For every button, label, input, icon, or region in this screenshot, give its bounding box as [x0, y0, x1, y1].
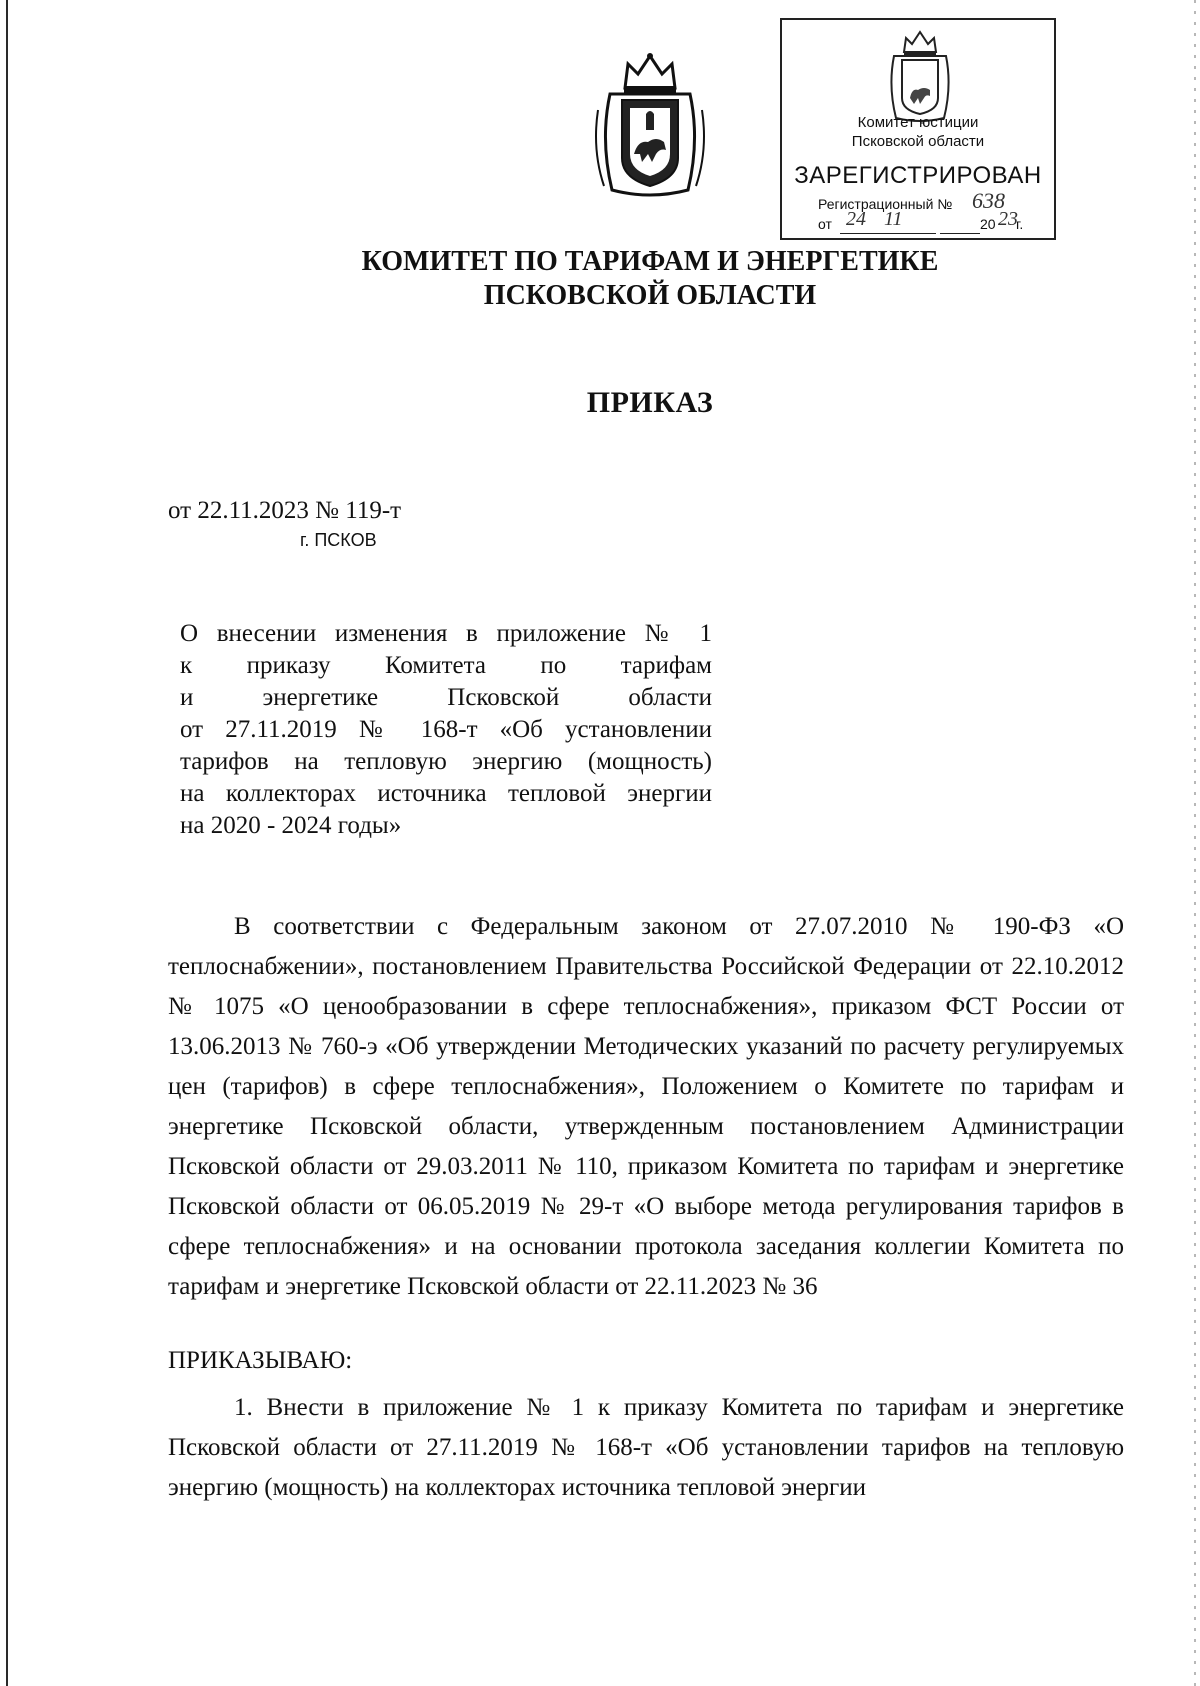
stamp-date-underline-2 — [940, 233, 980, 234]
stamp-date-suffix: г. — [1016, 216, 1024, 232]
stamp-date-year-prefix: 20 — [980, 216, 996, 232]
stamp-status: ЗАРЕГИСТРИРОВАН — [794, 162, 1042, 189]
org-name-line2: ПСКОВСКОЙ ОБЛАСТИ — [483, 280, 817, 311]
stamp-date-underline — [840, 233, 936, 234]
document-date-number: от 22.11.2023 № 119-т — [168, 497, 402, 524]
subject-line: от 27.11.2019 № 168-т «Об установлении — [180, 716, 712, 743]
subject-line: и энергетике Псковской области — [180, 684, 712, 711]
stamp-date-prefix: от — [818, 216, 832, 232]
stamp-date-year: 23 — [998, 208, 1018, 230]
pskov-coat-of-arms-small-icon — [882, 28, 958, 124]
org-name-line1: КОМИТЕТ ПО ТАРИФАМ И ЭНЕРГЕТИКЕ — [361, 246, 939, 277]
document-type: ПРИКАЗ — [586, 386, 714, 419]
scan-edge-left — [6, 0, 8, 1686]
document-city: г. ПСКОВ — [300, 530, 377, 550]
stamp-date-day: 24 — [846, 208, 866, 230]
stamp-date-month: 11 — [884, 208, 903, 230]
stamp-org-line1: Комитет юстиции — [857, 114, 979, 131]
subject-line: на 2020 - 2024 годы» — [180, 812, 402, 839]
subject-line: О внесении изменения в приложение № 1 — [180, 620, 712, 647]
stamp-reg-number: 638 — [972, 188, 1005, 213]
registration-stamp — [780, 18, 1056, 240]
stamp-reg-label: Регистрационный № — [818, 196, 953, 212]
document-subject — [180, 618, 712, 842]
stamp-org-line2: Псковской области — [851, 133, 985, 150]
subject-line: к приказу Комитета по тарифам — [180, 652, 712, 679]
item-1-paragraph: 1. Внести в приложение № 1 к приказу Комитета по тарифам и энергетике Псковской области от 27.11.2019 № 168-т «Об установлении тарифов на тепловую энергию (мощность) на коллекторах источника тепловой энергии — [168, 1394, 1124, 1501]
preamble-paragraph: В соответствии с Федеральным законом от 27.07.2010 № 190-ФЗ «О теплоснабжении», постановлением Правительства Российской Федерации от 22.10.2012 № 1075 «О ценообразовании в сфере теплоснабжения», приказом ФСТ России от 13.06.2013 № 760-э «Об утверждении Методических указаний по расчету регулируемых цен (тарифов) в сфере теплоснабжения», Положением о Комитете по тарифам и энергетике Псковской области, утвержденным постановлением Администрации Псковской области от 29.03.2011 № 110, приказом Комитета по тарифам и энергетике Псковской области от 06.05.2019 № 29-т «О выборе метода регулирования тарифов в сфере теплоснабжения» и на основании протокола заседания коллегии Комитета по тарифам и энергетике Псковской области от 22.11.2023 № 36 — [168, 913, 1124, 1300]
order-word: ПРИКАЗЫВАЮ: — [168, 1347, 353, 1374]
subject-line: тарифов на тепловую энергию (мощность) — [180, 748, 712, 775]
subject-line: на коллекторах источника тепловой энергии — [180, 780, 712, 807]
pskov-coat-of-arms-icon — [590, 50, 710, 200]
scan-edge-right — [1194, 0, 1196, 1686]
